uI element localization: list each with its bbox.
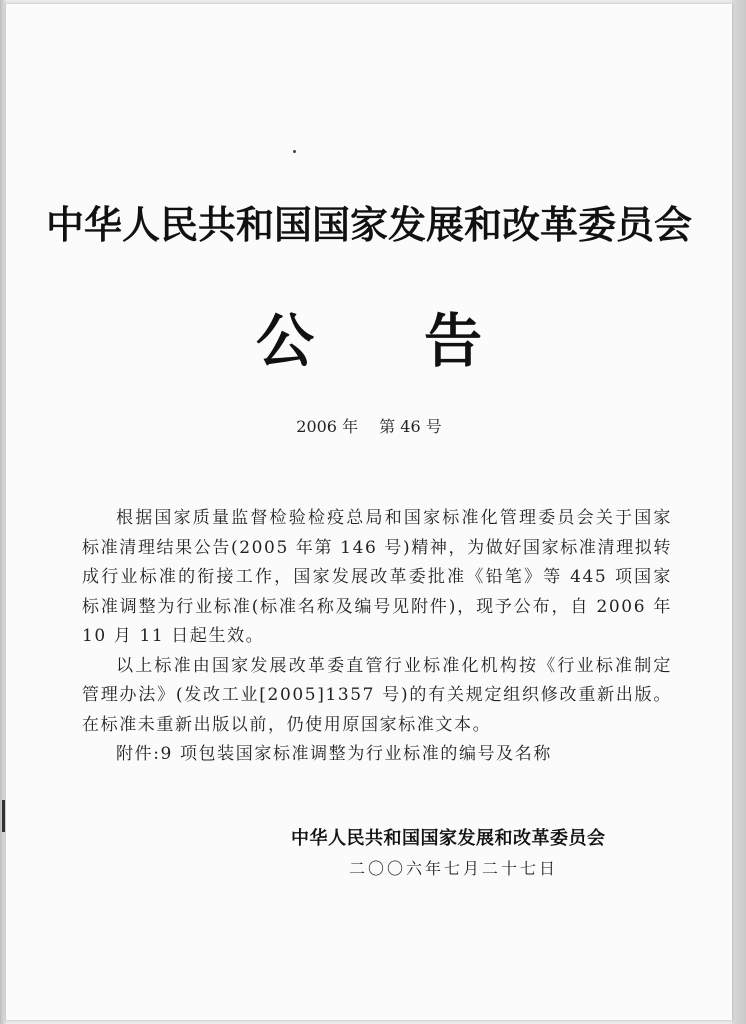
attachment-note: 附件:9 项包装国家标准调整为行业标准的编号及名称 <box>116 744 552 764</box>
doc-number <box>6 414 732 437</box>
signature-date: 二〇〇六年七月二十七日 <box>349 859 559 878</box>
org-title: 中华人民共和国国家发展和改革委员会 <box>45 202 692 247</box>
doc-year: 2006 年 <box>296 417 359 436</box>
scan-right-edge <box>732 0 746 1024</box>
doc-issue-number: 第 46 号 <box>379 417 442 436</box>
body-paragraph-1: 根据国家质量监督检验检疫总局和国家标准化管理委员会关于国家标准清理结果公告(2005 年第 146 号)精神，为做好国家标准清理拟转成行业标准的衔接工作，国家发展改革委批准《铅笔》等 445 项国家标准调整为行业标准(标准名称及编号见附件)，现予公布，自 2006 年 10 月 11 日起生效。 <box>82 508 672 646</box>
announcement-body <box>82 504 672 770</box>
body-paragraph-2: 以上标准由国家发展改革委直管行业标准化机构按《行业标准制定管理办法》(发改工业[2005]1357 号)的有关规定组织修改重新出版。在标准未重新出版以前，仍使用原国家标准文本。 <box>82 655 672 735</box>
doc-type-title: 公告 <box>255 307 592 375</box>
signature-block <box>291 824 631 879</box>
scan-speck <box>293 150 296 153</box>
signature-org: 中华人民共和国国家发展和改革委员会 <box>291 828 606 849</box>
scan-binding-mark <box>2 800 5 832</box>
document-page <box>6 4 732 1020</box>
